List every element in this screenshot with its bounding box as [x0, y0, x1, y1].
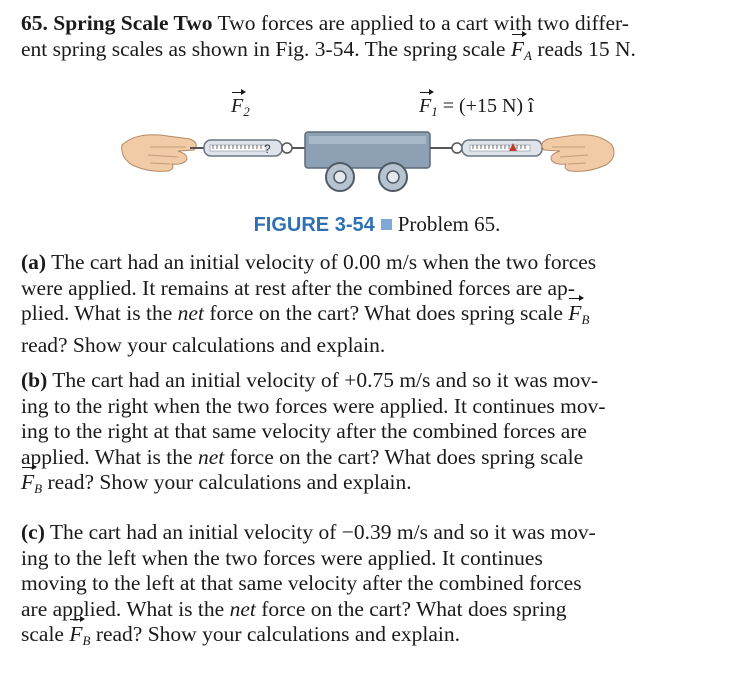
part-c-line3: moving to the left at that same velocity after the combined forces: [21, 571, 582, 595]
label-f2: $F_2$: [231, 95, 250, 119]
unit-vector-i: î: [528, 95, 534, 117]
caption-text: Problem 65.: [397, 212, 501, 236]
part-a-line3a: plied. What is the: [21, 301, 173, 325]
right-hand-icon: [542, 135, 614, 172]
problem-heading: [21, 11, 729, 68]
part-b-line4a: applied. What is the: [21, 444, 193, 469]
problem-intro-line1: Two forces are applied to a cart with two differ-: [217, 11, 629, 35]
part-c-net: net: [229, 596, 256, 621]
part-b-line3: ing to the right at that same velocity after the combined forces are: [21, 419, 587, 443]
part-b-line4b: force on the cart? What does spring scale: [229, 444, 584, 469]
part-b-line1: The cart had an initial velocity of +0.75 m/s and so it was mov-: [52, 368, 599, 392]
problem-intro-line2-end: reads 15 N.: [537, 36, 636, 61]
part-b-vector-fb: F: [21, 470, 35, 494]
spring-scale-left: [204, 140, 292, 156]
part-b-line5: read? Show your calculations and explain.: [47, 470, 412, 494]
problem-title: Spring Scale Two: [53, 11, 213, 35]
part-c-line1: The cart had an initial velocity of −0.39 m/s and so it was mov-: [49, 520, 596, 544]
figure-caption: [0, 212, 754, 237]
problem-number: 65.: [21, 11, 48, 35]
left-hand-icon: [122, 135, 197, 172]
part-c-line2: ing to the left when the two forces were applied. It continues: [21, 545, 543, 570]
vector-fa: F: [510, 36, 524, 61]
part-a-tag: (a): [21, 250, 47, 274]
part-c-line4b: force on the cart? What does spring: [261, 596, 567, 621]
part-c-tag: (c): [21, 520, 45, 544]
problem-intro-line2: ent spring scales as shown in Fig. 3-54. The spring scale: [21, 36, 506, 61]
part-a-line1: The cart had an initial velocity of 0.00 m/s when the two forces: [51, 250, 597, 274]
part-b-line2: ing to the right when the two forces were applied. It continues mov-: [21, 393, 606, 418]
label-f1: $F_1 = (+15$ N) î: [419, 95, 534, 119]
svg-text:?: ?: [264, 142, 271, 156]
part-c-line5b: read? Show your calculations and explain.: [95, 622, 461, 646]
cart-body: [305, 132, 430, 191]
part-b-net: net: [197, 444, 225, 469]
part-a-line3b: force on the cart? What does spring scale: [209, 301, 563, 325]
part-a-line4: read? Show your calculations and explain.: [21, 332, 386, 357]
part-c-line4a: are applied. What is the: [21, 596, 225, 621]
cart-illustration: [0, 95, 754, 203]
spring-scale-right: [452, 140, 542, 156]
caption-square-icon: [381, 219, 392, 230]
caption-label: FIGURE 3-54: [253, 214, 375, 236]
part-a: (a) The cart had an initial velocity of 0.00 m/s when the two forces were applied. It remains at rest after the combined forces are ap- plied. What is the net force on the cart? What does spring scale $F_B$ read? Show your calculations and explain.: [21, 250, 597, 357]
part-a-net: net: [177, 301, 204, 325]
part-a-vector-fb: F: [568, 301, 582, 325]
vector-fa-sub: A: [524, 47, 532, 63]
figure-3-54: [0, 95, 754, 203]
part-a-line2: were applied. It remains at rest after the combined forces are ap-: [21, 275, 575, 300]
part-c-vector-fb: F: [69, 622, 83, 646]
part-c-line5a: scale: [21, 622, 64, 646]
part-b-tag: (b): [21, 368, 48, 392]
part-b: (b) The cart had an initial velocity of +0.75 m/s and so it was mov- ing to the right when the two forces were applied. It continues mov- ing to the right at that same velocity after the combined forces are applied. What is the net force on the cart? What does spring scale $F_B$ read? Show your calculations and explain.: [21, 368, 606, 496]
part-c: (c) The cart had an initial velocity of −0.39 m/s and so it was mov- ing to the left when the two forces were applied. It continues moving to the left at that same velocity after the combined forces are applied. What is the net force on the cart? What does spring scale $F_B$ read? Show your calculations and explain.: [21, 520, 596, 648]
